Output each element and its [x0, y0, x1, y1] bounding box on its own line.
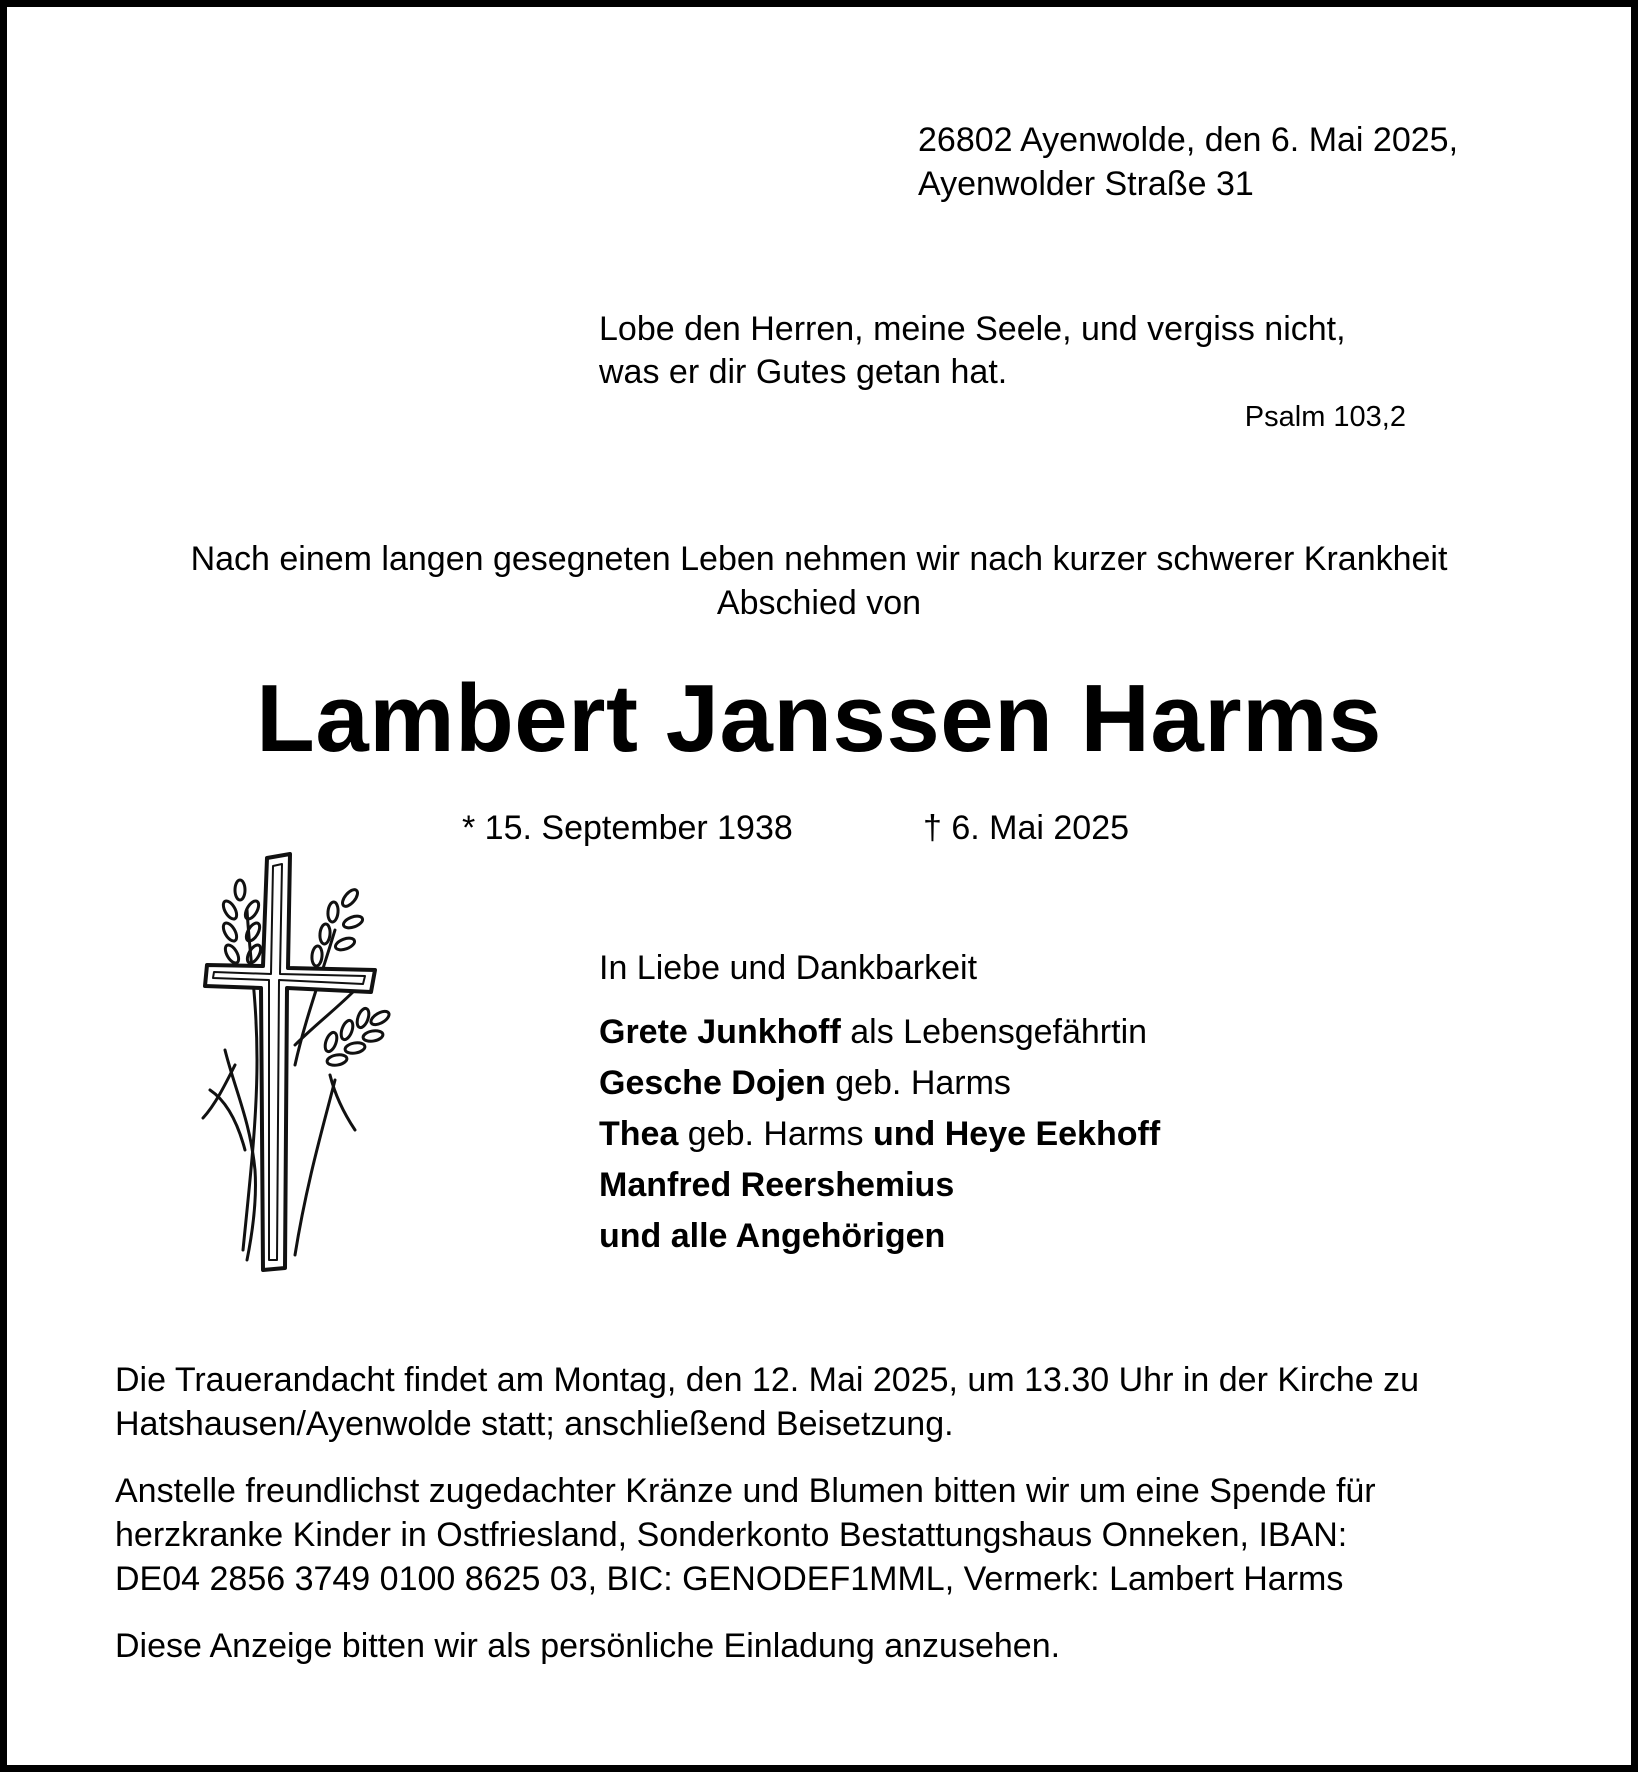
place-date-line: 26802 Ayenwolde, den 6. Mai 2025,: [918, 121, 1459, 159]
bible-verse: [599, 308, 1346, 394]
mourner-name: Grete Junkhoff: [599, 1013, 841, 1051]
mourner-relation: geb. Harms: [825, 1064, 1011, 1102]
mourner-line: [599, 1112, 1160, 1163]
intro-text: [0, 537, 1638, 625]
donation-notice: [115, 1469, 1521, 1601]
mourner-name: und Heye Eekhoff: [872, 1115, 1161, 1153]
mourner-name: Manfred Reershemius: [599, 1166, 955, 1204]
mourner-line: [599, 1214, 1160, 1265]
verse-reference: Psalm 103,2: [1244, 401, 1406, 433]
donation-line: herzkranke Kinder in Ostfriesland, Sonderkonto Bestattungshaus Onneken, IBAN:: [115, 1516, 1348, 1554]
intro-line: Abschied von: [716, 584, 922, 622]
mourners-list: [599, 1010, 1160, 1265]
donation-line: DE04 2856 3749 0100 8625 03, BIC: GENODEF1MML, Vermerk: Lambert Harms: [115, 1560, 1344, 1598]
mourner-name: Thea: [599, 1115, 679, 1153]
mourners-heading: In Liebe und Dankbarkeit: [599, 949, 978, 987]
mourner-name: und alle Angehörigen: [599, 1217, 946, 1255]
death-date: † 6. Mai 2025: [923, 809, 1130, 847]
mourner-line: [599, 1010, 1160, 1061]
donation-line: Anstelle freundlichst zugedachter Kränze und Blumen bitten wir um eine Spende für: [115, 1472, 1376, 1510]
street-line: Ayenwolder Straße 31: [918, 165, 1254, 203]
place-date-address: [918, 118, 1458, 206]
cross-with-wheat-icon: [195, 850, 405, 1285]
mourner-relation: geb. Harms: [678, 1115, 873, 1153]
deceased-name: Lambert Janssen Harms: [256, 665, 1382, 772]
intro-line: Nach einem langen gesegneten Leben nehmen wir nach kurzer schwerer Krankheit: [190, 540, 1448, 578]
mourner-relation: als Lebensgefährtin: [840, 1013, 1148, 1051]
mourner-line: [599, 1163, 1160, 1214]
verse-line: was er dir Gutes getan hat.: [599, 353, 1008, 391]
service-notice: Die Trauerandacht findet am Montag, den 12. Mai 2025, um 13.30 Uhr in der Kirche zu Hatshausen/Ayenwolde statt; anschließend Beisetzung.: [115, 1361, 1420, 1443]
birth-date: * 15. September 1938: [462, 809, 793, 847]
mourner-name: Gesche Dojen: [599, 1064, 826, 1102]
invitation-notice: Diese Anzeige bitten wir als persönliche Einladung anzusehen.: [115, 1627, 1061, 1665]
mourner-line: [599, 1061, 1160, 1112]
verse-line: Lobe den Herren, meine Seele, und vergiss nicht,: [599, 310, 1346, 348]
